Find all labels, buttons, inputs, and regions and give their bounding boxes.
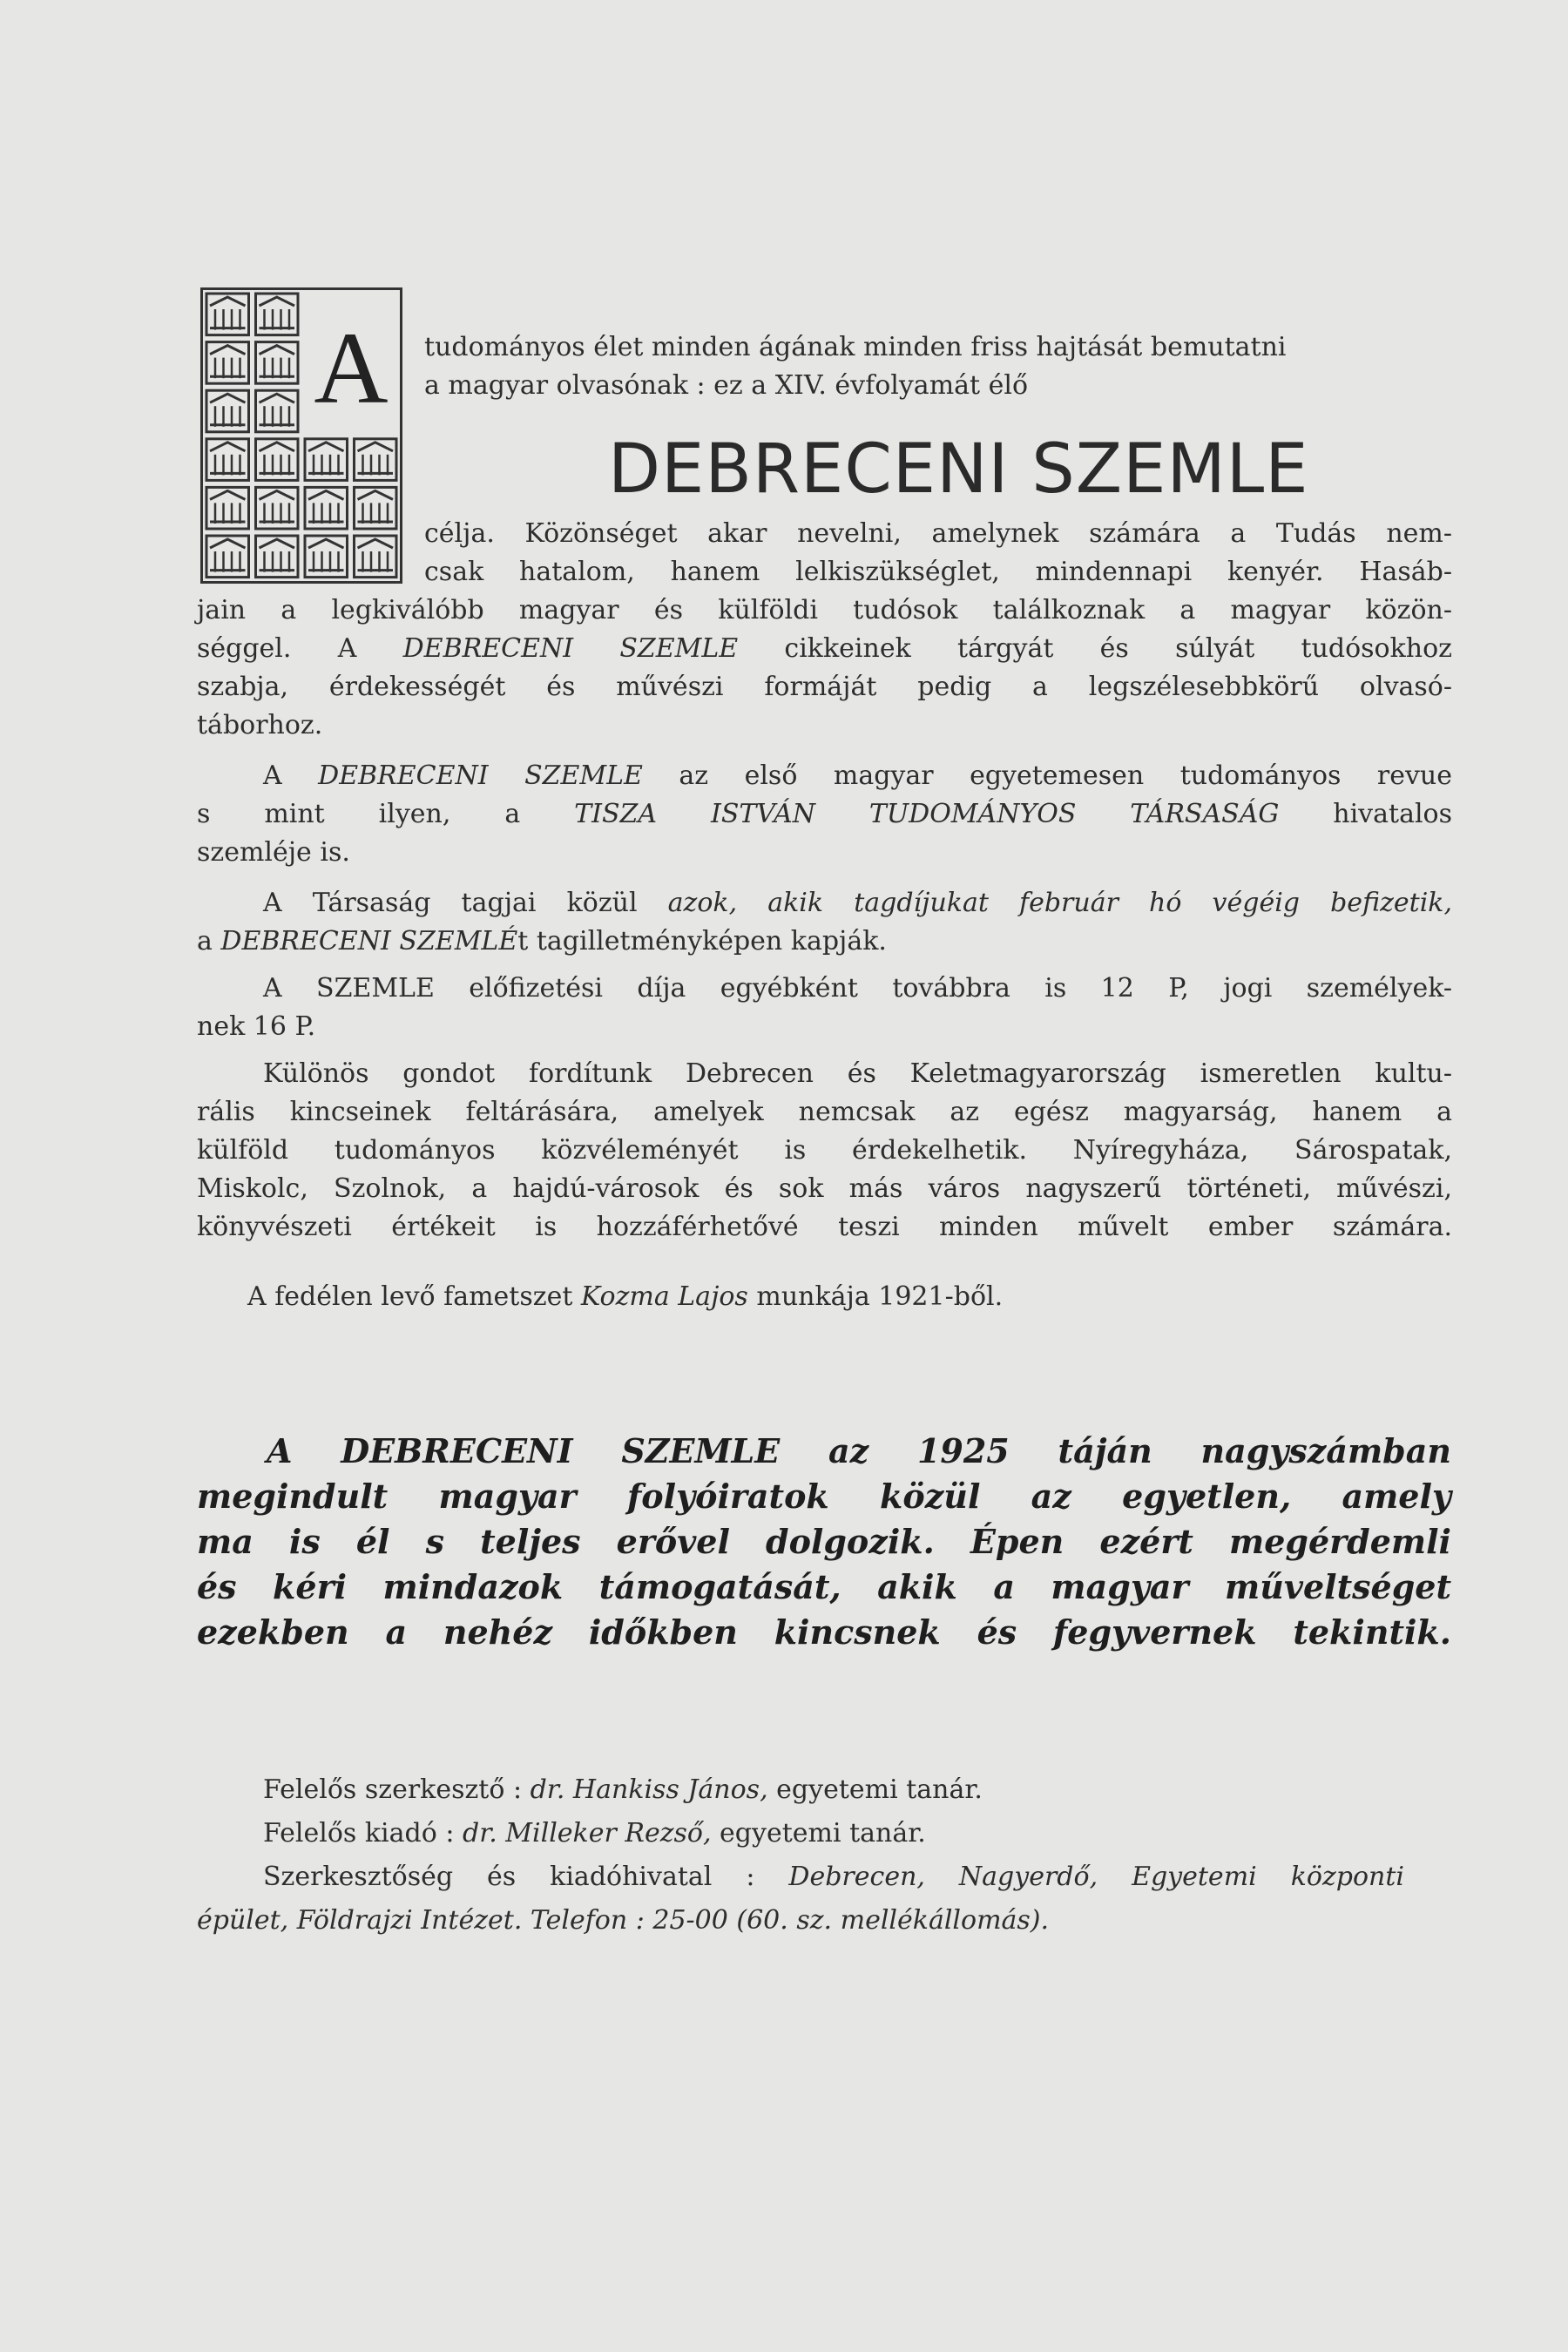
ornament-tile [256,342,299,384]
para2-line-2: s mint ilyen, a TISZA ISTVÁN TUDOMÁNYOS TÁRSASÁG hivatalos [197,799,1453,829]
imprint-editor: Felelős szerkesztő : dr. Hankiss János, egyetemi tanár. [263,1774,983,1805]
ornament-tile [305,439,348,481]
para3-line-2: a DEBRECENI SZEMLÉt tagilletményképen kapják. [197,926,887,956]
para2-line-1: A DEBRECENI SZEMLE az első magyar egyetemesen tudományos revue [263,760,1453,791]
cover-note: A fedélen levő fametszet Kozma Lajos munkája 1921-ből. [247,1281,1004,1312]
ornament-tile [355,536,397,578]
ornament-tile [206,390,249,432]
para2-line-3: szemléje is. [197,837,350,868]
ornament-tile [206,439,249,481]
para3-line-1: A Társaság tagjai közül azok, akik tagdíjukat február hó végéig befizetik, [263,888,1452,918]
para5-line-3: külföld tudományos közvéleményét is érdekelhetik. Nyíregyháza, Sárospatak, [197,1135,1452,1166]
ornament-tile [256,439,299,481]
para1-line-3: jain a legkiválóbb magyar és külföldi tudósok találkoznak a magyar közön- [197,595,1452,625]
ornament-tile [256,390,299,432]
para1-line-5: szabja, érdekességét és művészi formáját pedig a legszélesebbkörű olvasó- [197,672,1452,702]
appeal-line-3: ma is él s teljes erővel dolgozik. Épen ezért megérdemli [197,1522,1451,1561]
ornament-tile [355,439,397,481]
para1-line-4: séggel. A DEBRECENI SZEMLE cikkeinek tárgyát és súlyát tudósokhoz [197,633,1452,664]
ornament-tile [206,536,249,578]
appeal-block [197,1429,1451,1655]
ornament-tile [256,294,299,335]
initial-letter: A [303,316,399,421]
imprint-office-line-2: épület, Földrajzi Intézet. Telefon : 25-00 (60. sz. mellékállomás). [197,1905,1050,1936]
ornament-tile [256,487,299,529]
para1-line-2: csak hatalom, hanem lelkiszükséglet, mindennapi kenyér. Hasáb- [424,557,1452,587]
appeal-line-1: A DEBRECENI SZEMLE az 1925 táján nagyszámban [267,1431,1451,1470]
intro-line-2: a magyar olvasónak : ez a XIV. évfolyamát élő [424,370,1029,401]
decorative-initial [200,287,402,584]
para5-line-1: Különös gondot fordítunk Debrecen és Keletmagyarország ismeretlen kultu- [263,1058,1452,1089]
journal-title: DEBRECENI SZEMLE [608,430,1309,509]
ornament-tile [206,487,249,529]
appeal-line-5: ezekben a nehéz időkben kincsnek és fegyvernek tekintik. [197,1612,1451,1652]
appeal-line-2: megindult magyar folyóiratok közül az egyetlen, amely [197,1477,1451,1516]
ornament-tile [305,536,348,578]
para1-line-1: célja. Közönséget akar nevelni, amelynek számára a Tudás nem- [424,518,1452,549]
ornament-tile [355,487,397,529]
para4-line-2: nek 16 P. [197,1011,316,1042]
para5-line-5: könyvészeti értékeit is hozzáférhetővé teszi minden művelt ember számára. [197,1212,1452,1242]
ornament-tile [305,487,348,529]
imprint-publisher: Felelős kiadó : dr. Milleker Rezső, egyetemi tanár. [263,1818,926,1848]
intro-line-1: tudományos élet minden ágának minden friss hajtását bemutatni [424,332,1287,362]
ornament-tile [256,536,299,578]
para4-line-1: A SZEMLE előfizetési díja egyébként továbbra is 12 P, jogi személyek- [263,973,1452,1004]
para5-line-2: rális kincseinek feltárására, amelyek nemcsak az egész magyarság, hanem a [197,1097,1452,1127]
imprint-office-line-1: Szerkesztőség és kiadóhivatal : Debrecen, Nagyerdő, Egyetemi központi [263,1862,1404,1892]
appeal-line-4: és kéri mindazok támogatását, akik a magyar műveltséget [197,1567,1451,1606]
ornament-tile [206,342,249,384]
ornament-tile [206,294,249,335]
para5-line-4: Miskolc, Szolnok, a hajdú-városok és sok más város nagyszerű történeti, művészi, [197,1173,1452,1204]
para1-line-6: táborhoz. [197,710,323,740]
